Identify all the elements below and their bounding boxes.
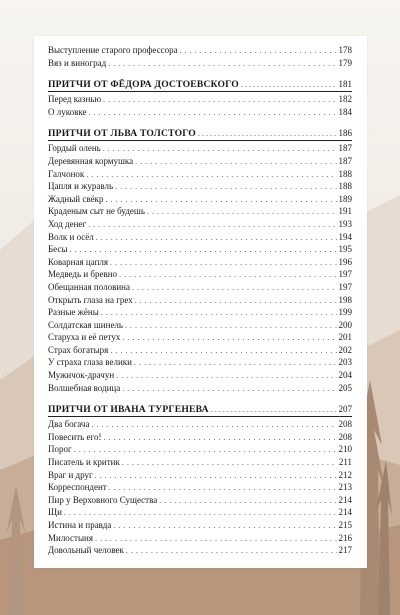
toc-entry[interactable] bbox=[48, 243, 352, 256]
toc-entry[interactable] bbox=[48, 231, 352, 244]
entry-title: Враг и друг bbox=[48, 469, 93, 480]
entry-title: Бесы bbox=[48, 244, 68, 255]
toc-entry[interactable] bbox=[48, 93, 352, 106]
entry-page: 217 bbox=[338, 545, 352, 556]
section-page: 181 bbox=[338, 79, 352, 90]
entry-title: Ход денег bbox=[48, 218, 87, 229]
dot-leader bbox=[241, 78, 337, 91]
dot-leader bbox=[69, 244, 336, 257]
toc-entry[interactable] bbox=[48, 519, 352, 532]
entry-page: 210 bbox=[338, 444, 352, 455]
section-page: 207 bbox=[338, 404, 352, 415]
entry-page: 212 bbox=[338, 469, 352, 480]
toc-entry[interactable] bbox=[48, 481, 352, 494]
toc-entry[interactable] bbox=[48, 294, 352, 307]
entry-title: Довольный человек bbox=[48, 545, 124, 556]
toc-entry[interactable] bbox=[48, 57, 352, 70]
toc-entry[interactable] bbox=[48, 155, 352, 168]
toc-entry[interactable] bbox=[48, 418, 352, 431]
entry-title: У страха глаза велики bbox=[48, 357, 132, 368]
entry-page: 208 bbox=[338, 431, 352, 442]
toc-entry[interactable] bbox=[48, 205, 352, 218]
dot-leader bbox=[135, 295, 337, 308]
entry-title: Жадный свёкр bbox=[48, 193, 104, 204]
dot-leader bbox=[103, 432, 336, 445]
dot-leader bbox=[135, 156, 336, 169]
entry-page: 208 bbox=[338, 419, 352, 430]
toc-entry[interactable] bbox=[48, 356, 352, 369]
entry-page: 211 bbox=[338, 457, 352, 468]
entry-title: Страх богатыря bbox=[48, 344, 109, 355]
dot-leader bbox=[101, 307, 337, 320]
dot-leader bbox=[132, 282, 337, 295]
entry-page: 179 bbox=[338, 57, 352, 68]
entry-page: 216 bbox=[338, 532, 352, 543]
section-page: 186 bbox=[338, 128, 352, 139]
entry-title: Медведь и бревно bbox=[48, 269, 118, 280]
entry-title: Писатель и критик bbox=[48, 457, 120, 468]
toc-entry[interactable] bbox=[48, 494, 352, 507]
entry-page: 215 bbox=[338, 520, 352, 530]
section-heading[interactable] bbox=[48, 403, 352, 417]
entry-title: О луковке bbox=[48, 106, 87, 117]
toc-entry[interactable] bbox=[48, 382, 352, 395]
entry-page: 187 bbox=[338, 143, 352, 154]
entry-page: 213 bbox=[338, 482, 352, 493]
toc-entry[interactable] bbox=[48, 180, 352, 193]
dot-leader bbox=[110, 257, 336, 270]
entry-page: 188 bbox=[338, 168, 352, 179]
entry-title: Цапля и журавль bbox=[48, 181, 114, 192]
toc-entry[interactable] bbox=[48, 469, 352, 482]
entry-title: Выступление старого профессора bbox=[48, 45, 178, 55]
dot-leader bbox=[96, 232, 337, 245]
entry-page: 188 bbox=[338, 181, 352, 192]
dot-leader bbox=[211, 403, 337, 416]
toc-entry[interactable] bbox=[48, 218, 352, 231]
entry-title: Щи bbox=[48, 507, 62, 518]
entry-page: 205 bbox=[338, 382, 352, 393]
toc-entry[interactable] bbox=[48, 142, 352, 155]
entry-page: 200 bbox=[338, 319, 352, 330]
entry-page: 197 bbox=[338, 269, 352, 280]
section-title: ПРИТЧИ ОТ ФЁДОРА ДОСТОЕВСКОГО bbox=[48, 79, 239, 91]
dot-leader bbox=[115, 181, 336, 194]
entry-title: Вяз и виноград bbox=[48, 57, 107, 68]
dot-leader bbox=[113, 520, 336, 533]
dot-leader bbox=[119, 269, 336, 282]
dot-leader bbox=[89, 107, 337, 120]
entry-page: 199 bbox=[338, 307, 352, 318]
toc-section-tolstoy bbox=[48, 127, 352, 394]
toc-entry[interactable] bbox=[48, 281, 352, 294]
dot-leader bbox=[125, 320, 336, 333]
dot-leader bbox=[103, 94, 336, 107]
toc-entry[interactable] bbox=[48, 193, 352, 206]
dot-leader bbox=[110, 345, 336, 358]
entry-title: Милостыня bbox=[48, 532, 93, 543]
dot-leader bbox=[122, 457, 337, 470]
dot-leader bbox=[95, 470, 337, 483]
toc-entry[interactable] bbox=[48, 306, 352, 319]
toc-entry[interactable] bbox=[48, 256, 352, 269]
entry-title: Волк и осёл bbox=[48, 231, 94, 242]
entry-title: Повесить его! bbox=[48, 431, 102, 442]
entry-page: 182 bbox=[338, 94, 352, 105]
toc-entry[interactable] bbox=[48, 331, 352, 344]
toc-entry[interactable] bbox=[48, 168, 352, 181]
entry-title: Пир у Верховного Существа bbox=[48, 494, 158, 505]
dot-leader bbox=[122, 332, 336, 345]
toc-entry[interactable] bbox=[48, 443, 352, 456]
entry-page: 196 bbox=[338, 256, 352, 267]
entry-page: 194 bbox=[338, 231, 352, 242]
entry-page: 198 bbox=[338, 294, 352, 305]
entry-page: 204 bbox=[338, 370, 352, 381]
entry-title: Коварная цапля bbox=[48, 256, 109, 267]
toc-entry[interactable] bbox=[48, 44, 352, 57]
entry-title: Краденым сыт не будешь bbox=[48, 206, 145, 217]
toc-entry[interactable] bbox=[48, 344, 352, 357]
dot-leader bbox=[180, 45, 337, 58]
dot-leader bbox=[126, 545, 337, 558]
section-heading[interactable] bbox=[48, 78, 352, 92]
entry-title: Разные жёны bbox=[48, 307, 99, 318]
entry-page: 214 bbox=[338, 507, 352, 518]
entry-title: Порог bbox=[48, 444, 72, 455]
entry-page: 187 bbox=[338, 155, 352, 166]
section-title: ПРИТЧИ ОТ ИВАНА ТУРГЕНЕВА bbox=[48, 404, 209, 416]
section-title: ПРИТЧИ ОТ ЛЬВА ТОЛСТОГО bbox=[48, 128, 196, 140]
toc-section-continued bbox=[48, 44, 352, 69]
entry-title: Солдатская шинель bbox=[48, 319, 124, 330]
toc-entry[interactable] bbox=[48, 506, 352, 519]
entry-title: Корреспондент bbox=[48, 482, 107, 493]
entry-title: Перед казнью bbox=[48, 94, 102, 105]
dot-leader bbox=[159, 495, 336, 508]
toc-entry[interactable] bbox=[48, 544, 352, 557]
toc-entry[interactable] bbox=[48, 431, 352, 444]
entry-title: Мужичок-драчун bbox=[48, 370, 115, 381]
toc-entry[interactable] bbox=[48, 319, 352, 332]
table-of-contents bbox=[48, 44, 352, 557]
entry-title: Истина и правда bbox=[48, 520, 112, 530]
toc-page bbox=[34, 36, 367, 568]
entry-page: 189 bbox=[338, 193, 352, 204]
entry-title: Обещанная половина bbox=[48, 281, 130, 292]
entry-title: Открыть глаза на грех bbox=[48, 294, 133, 305]
toc-entry[interactable] bbox=[48, 268, 352, 281]
toc-entry[interactable] bbox=[48, 532, 352, 545]
entry-page: 202 bbox=[338, 344, 352, 355]
dot-leader bbox=[95, 533, 337, 546]
dot-leader bbox=[198, 127, 337, 140]
dot-leader bbox=[86, 169, 336, 182]
dot-leader bbox=[134, 357, 337, 370]
dot-leader bbox=[108, 58, 336, 71]
dot-leader bbox=[116, 370, 336, 383]
dot-leader bbox=[147, 206, 337, 219]
entry-page: 201 bbox=[338, 332, 352, 343]
entry-page: 184 bbox=[338, 106, 352, 117]
entry-page: 195 bbox=[338, 244, 352, 255]
dot-leader bbox=[91, 419, 336, 432]
toc-section-dostoevsky bbox=[48, 78, 352, 118]
dot-leader bbox=[88, 219, 336, 232]
dot-leader bbox=[122, 383, 336, 396]
entry-title: Галчонок bbox=[48, 168, 85, 179]
entry-page: 197 bbox=[338, 281, 352, 292]
entry-title: Волшебная водица bbox=[48, 382, 121, 393]
entry-page: 178 bbox=[338, 45, 352, 55]
entry-title: Старуха и её петух bbox=[48, 332, 121, 343]
toc-entry[interactable] bbox=[48, 456, 352, 469]
section-heading[interactable] bbox=[48, 127, 352, 141]
entry-page: 191 bbox=[338, 206, 352, 217]
entry-page: 214 bbox=[338, 494, 352, 505]
toc-entry[interactable] bbox=[48, 369, 352, 382]
toc-entry[interactable] bbox=[48, 106, 352, 119]
entry-title: Два богача bbox=[48, 419, 90, 430]
entry-page: 193 bbox=[338, 218, 352, 229]
dot-leader bbox=[103, 143, 337, 156]
entry-title: Деревянная кормушка bbox=[48, 155, 134, 166]
entry-page: 203 bbox=[338, 357, 352, 368]
toc-section-turgenev bbox=[48, 403, 352, 557]
entry-title: Гордый олень bbox=[48, 143, 101, 154]
